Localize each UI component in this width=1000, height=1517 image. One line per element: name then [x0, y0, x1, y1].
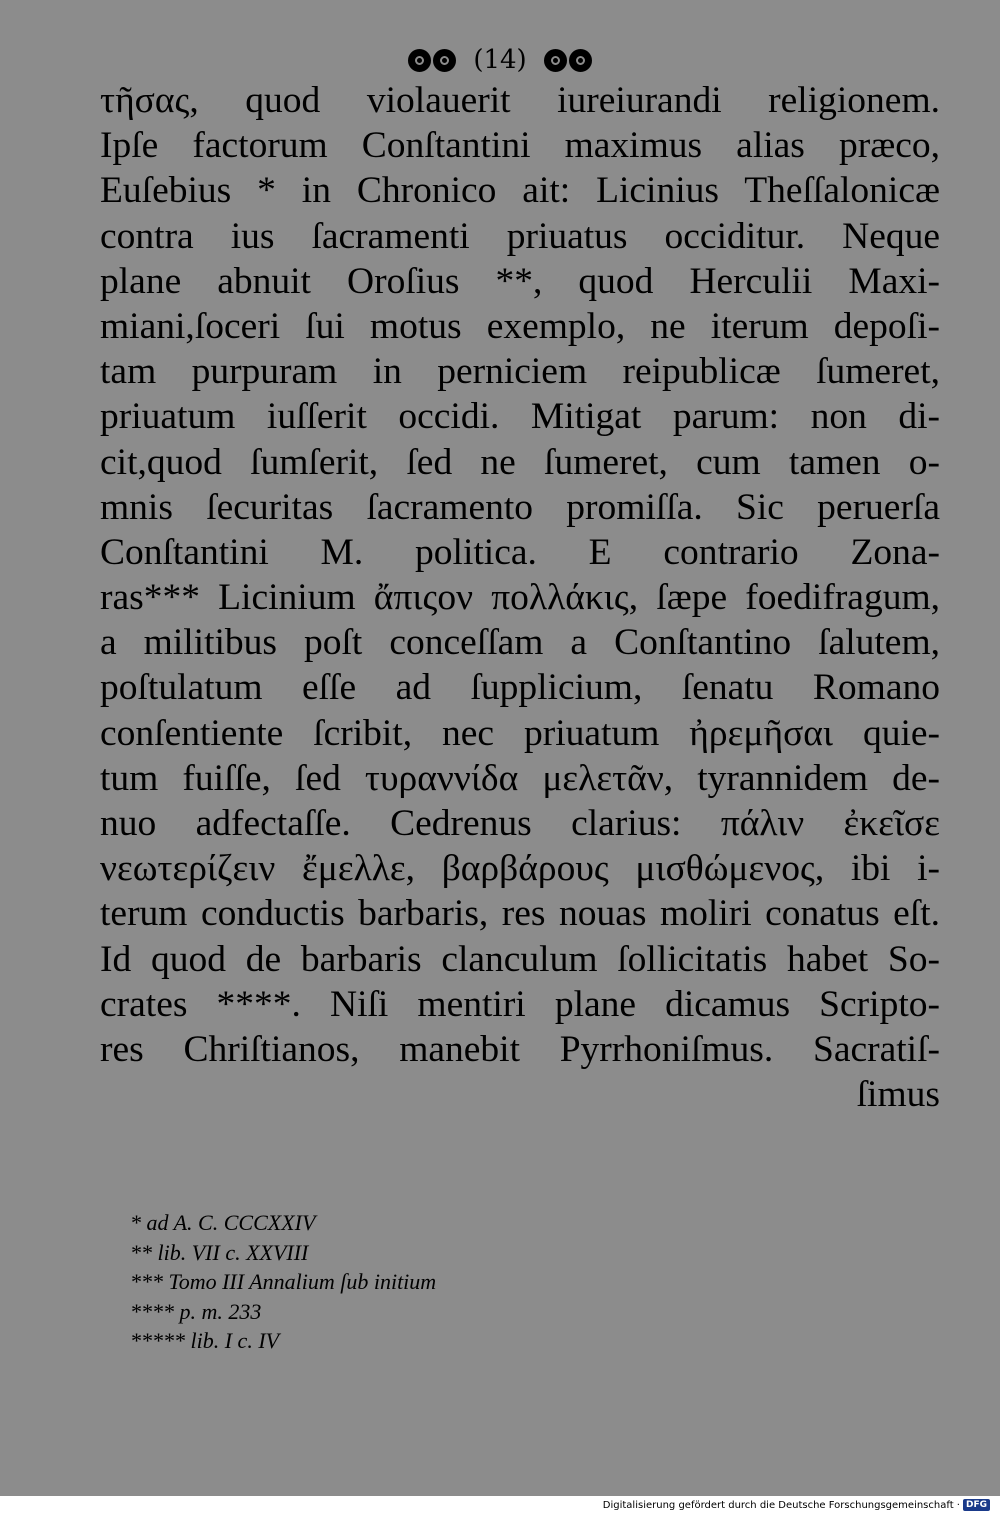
text-line: cit,quod ſumſerit, ſed ne ſumeret, cum tamen o- [100, 441, 940, 483]
text-line: Ipſe factorum Conſtantini maximus alias præco, [100, 125, 940, 167]
text-line: res Chriſtianos, manebit Pyrrhoniſmus. Sacratiſ- [100, 1028, 940, 1070]
text-line: poſtulatum eſſe ad ſupplicium, ſenatu Romano [100, 667, 940, 709]
footnote: ** lib. VII c. XXVIII [130, 1239, 309, 1265]
footnote: **** p. m. 233 [130, 1298, 262, 1324]
text-line: miani,ſoceri ſui motus exemplo, ne iterum depoſi- [100, 305, 940, 347]
text-line: crates ****. Niſi mentiri plane dicamus Scripto- [100, 983, 940, 1025]
text-line: νεωτερίζειν ἔμελλε, βαρβάρους μισθώμενος, ibi i- [100, 848, 940, 890]
text-line: τῆσας, quod violauerit iureiurandi religionem. [100, 80, 940, 121]
text-line: terum conductis barbaris, res nouas moliri conatus eſt. [100, 893, 940, 935]
footer [603, 1499, 990, 1511]
ornament-icon [544, 49, 567, 72]
footnote: *** Tomo III Annalium ſub initium [130, 1269, 437, 1294]
ornament-icon [569, 49, 592, 72]
text-line: conſentiente ſcribit, nec priuatum ἠρεμῆσαι quie- [100, 712, 940, 754]
body-text [100, 78, 940, 1117]
text-line: mnis ſecuritas ſacramento promiſſa. Sic peruerſa [100, 486, 940, 528]
text-line: tam purpuram in perniciem reipublicæ ſumeret, [100, 351, 940, 393]
text-line: Id quod de barbaris clanculum ſollicitatis habet So- [100, 938, 940, 980]
footnote: ***** lib. I c. IV [130, 1328, 280, 1353]
ornament-icon [408, 49, 431, 72]
page-header [0, 44, 1000, 75]
footer-credit: Digitalisierung gefördert durch die Deutsche Forschungsgemeinschaft · [602, 1499, 960, 1511]
text-line: contra ius ſacramenti priuatus occiditur. Neque [100, 215, 940, 257]
text-line: priuatum iuſſerit occidi. Mitigat parum: non di- [100, 396, 940, 438]
ornament-icon [433, 49, 456, 72]
text-line: ras*** Licinium ἄπιςον πολλάκις, ſæpe foedifragum, [100, 577, 940, 619]
dfg-logo: DFG [963, 1499, 990, 1511]
text-line: plane abnuit Oroſius **, quod Herculii Maxi- [100, 260, 940, 302]
text-line: a militibus poſt conceſſam a Conſtantino ſalutem, [100, 622, 940, 664]
text-line: tum fuiſſe, ſed τυραννίδα μελετᾶν, tyrannidem de- [100, 757, 940, 799]
text-line: Conſtantini M. politica. E contrario Zona- [100, 531, 940, 573]
text-line: ſimus [856, 1074, 940, 1116]
text-line: Euſebius * in Chronico ait: Licinius Theſſalonicæ [100, 170, 940, 212]
page-number: (14) [473, 45, 527, 75]
text-line: nuo adfectaſſe. Cedrenus clarius: πάλιν ἐκεῖσε [100, 803, 940, 844]
footnotes [130, 1208, 436, 1356]
footnote: * ad A. C. CCCXXIV [130, 1210, 316, 1235]
